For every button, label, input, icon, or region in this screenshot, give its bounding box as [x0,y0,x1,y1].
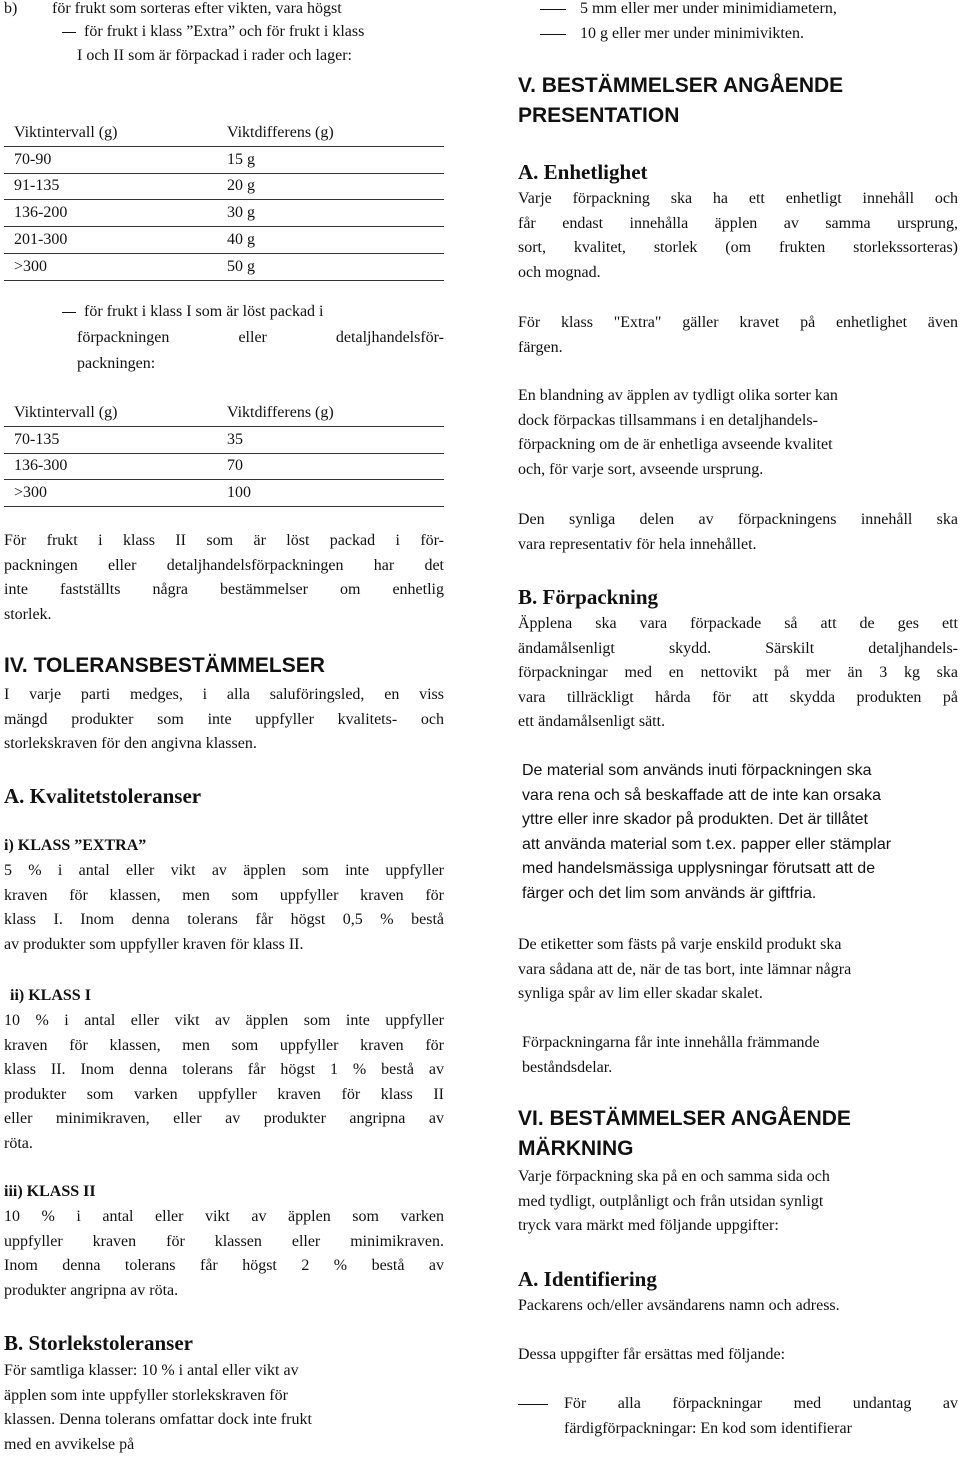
table-row [4,200,444,227]
para-line: att använda material som t.ex. papper eller stämplar [522,835,892,853]
table-row [4,227,444,254]
para-line: vara representativ för hela innehållet. [518,535,757,553]
table-cell: 70-90 [4,146,227,173]
table-row [4,426,444,453]
para-line: röta. [4,1134,33,1152]
para-line: av produkter som uppfyller kraven för klass II. [4,935,304,953]
table-cell: 30 g [227,200,444,227]
table-header-cell: Viktintervall (g) [4,120,227,146]
table-header-cell: Viktdifferens (g) [227,120,444,146]
bullet-line [518,1392,958,1417]
table-row [4,173,444,200]
dash-icon [62,312,76,313]
bullet-text: färdigförpackningar: En kod som identifierar [564,1419,852,1437]
sub2-line1 [62,300,324,325]
para-line: Förpackningarna får inte innehålla främmande [522,1034,820,1051]
para-line: sort, kvalitet, storlek (om frukten storlekssorteras) [518,239,958,256]
para-line: vara sådana att de, när de tas bort, inte lämnar några [518,960,852,978]
para-line: mängd produkter som inte uppfyller kvalitets- och [4,710,444,728]
para-line: yttre eller inre skador på produkten. Det är tillåtet [522,811,868,828]
para-line: kraven för klassen, men som uppfyller kraven för [4,886,444,904]
para-synliga [518,508,958,557]
para-line: klass II. Inom denna tolerans får högst 1 % bestå av [4,1061,444,1078]
table-header-row [4,120,444,146]
para-line: packningen eller detaljhandelsförpackningen har det [4,556,444,574]
para-line: med en avvikelse på [4,1435,135,1453]
dash-item-text: 5 mm eller mer under minimidiametern, [580,0,837,17]
sub2-word: förpackningen [77,329,170,346]
para-frammande [522,1031,820,1080]
para-line: synliga spår av lim eller skadar skalet. [518,985,763,1002]
para-klass-2 [4,1205,444,1303]
para-line: förpackningar med en nettovikt på mer än 3 kg ska [518,664,958,681]
para-line: Den synliga delen av förpackningens innehåll ska [518,511,958,528]
para-line: För klass "Extra" gäller kravet på enhetlighet även [518,314,958,331]
para-ident: Packarens och/eller avsändarens namn och adress. [518,1297,840,1314]
para-line: äpplen som inte uppfyller storlekskraven för [4,1386,288,1404]
dash-item [540,0,837,22]
table-cell: >300 [4,253,227,280]
para-line: klass I. Inom denna tolerans får högst 0,5 % bestå [4,911,444,928]
table-row [4,146,444,173]
heading-line: VI. BESTÄMMELSER ANGÅENDE [518,1107,851,1130]
table-cell: 136-200 [4,200,227,227]
sub1-line1 [62,20,364,45]
sub1-line1-text: för frukt i klass ”Extra” och för frukt i klass [84,23,365,40]
heading-a-kvalitet: A. Kvalitetstoleranser [4,784,202,808]
para-line: vara tillräckligt hårda för att skydda produkten på [518,688,958,706]
item-b-text: för frukt som sorteras efter vikten, vara högst [52,0,342,17]
table-header-cell: Viktdifferens (g) [227,400,444,426]
item-b [4,0,342,22]
para-line: De etiketter som fästs på varje enskild produkt ska [518,936,842,953]
heading-identifiering: A. Identifiering [518,1267,657,1291]
para-line: 10 % i antal eller vikt av äpplen som inte uppfyller [4,1012,444,1029]
table-header-row [4,400,444,426]
bullet-line [518,1417,958,1442]
para-line: Varje förpackning ska på en och samma sida och [518,1168,830,1185]
heading-klass-extra: i) KLASS ”EXTRA” [4,837,147,854]
heading-klass-1: ii) KLASS I [10,987,91,1004]
heading-iv: IV. TOLERANSBESTÄMMELSER [4,654,325,677]
para-iv [4,683,444,757]
sub1-line2: I och II som är förpackad i rader och lager: [77,47,352,64]
sub2-line2 [77,326,444,351]
heading-klass-2: iii) KLASS II [4,1183,96,1200]
sub2-word: eller [238,329,267,346]
table-cell: 50 g [227,253,444,280]
para-line: vara rena och så beskaffade att de inte kan orsaka [522,786,882,804]
para-material [522,759,891,906]
table-cell: 70-135 [4,426,227,453]
para-line: tryck vara märkt med följande uppgifter: [518,1217,779,1234]
heading-v [518,71,843,131]
table-cell: 70 [227,453,444,480]
para-storlek [4,1359,312,1457]
para-line: ändamålsenligt skydd. Särskilt detaljhandels- [518,639,958,657]
dash-icon [518,1404,548,1405]
para-forpack [518,612,958,735]
sub2-line1-text: för frukt i klass I som är löst packad i [84,303,324,320]
heading-b-forpackning: B. Förpackning [518,585,659,609]
heading-b-storlek: B. Storlekstoleranser [4,1331,193,1355]
para-line: För frukt i klass II som är löst packad i för- [4,532,444,549]
para-line: beståndsdelar. [522,1058,613,1076]
para-klass2 [4,529,444,627]
sub2-line3: packningen: [77,355,156,372]
heading-line: V. BESTÄMMELSER ANGÅENDE [518,74,844,97]
para-line: storlekskraven för den angivna klassen. [4,735,257,752]
table-cell: 20 g [227,173,444,200]
para-line: Varje förpackning ska ha ett enhetligt innehåll och [518,190,958,207]
table-weight-1 [4,120,444,281]
para-line: uppfyller kraven för klassen eller minimikraven. [4,1232,444,1250]
heading-line: PRESENTATION [518,104,680,127]
para-line: och mognad. [518,263,601,281]
para-line: med tydligt, outplånligt och från utsidan synligt [518,1192,824,1210]
para-line: Äpplena ska vara förpackade så att de ges ett [518,615,958,632]
para-line: förpackning om de är enhetliga avseende kvalitet [518,436,833,453]
dash-icon [540,9,566,10]
para-line: och, för varje sort, avseende ursprung. [518,460,764,478]
bullet-text: För alla förpackningar med undantag av [564,1395,958,1412]
para-line: 10 % i antal eller vikt av äpplen som varken [4,1208,444,1225]
table-cell: >300 [4,480,227,507]
table-cell: 35 [227,426,444,453]
table-header-cell: Viktintervall (g) [4,400,227,426]
dash-item-text: 10 g eller mer under minimivikten. [580,25,804,42]
para-line: De material som används inuti förpackningen ska [522,762,872,779]
para-etiketter [518,933,851,1007]
para-line: En blandning av äpplen av tydligt olika sorter kan [518,387,838,404]
table-row [4,480,444,507]
para-enhet [518,187,958,285]
para-line: eller minimikraven, eller av produkter angripna av [4,1110,444,1127]
para-klass-1 [4,1009,444,1156]
para-line: 5 % i antal eller vikt av äpplen som inte uppfyller [4,862,444,879]
para-line: med handelsmässiga upplysningar förutsatt att de [522,860,876,877]
bullet-item [518,1392,958,1441]
item-b-marker: b) [4,0,18,17]
table-row [4,253,444,280]
para-blandning [518,384,838,482]
sub2-word: detaljhandelsför- [335,329,444,346]
para-line: ett ändamålsenligt sätt. [518,713,666,730]
table-weight-2 [4,400,444,507]
heading-a-enhetlighet: A. Enhetlighet [518,160,648,184]
para-line: storlek. [4,605,52,623]
table-cell: 15 g [227,146,444,173]
table-cell: 40 g [227,227,444,254]
para-line: I varje parti medges, i alla saluföringsled, en viss [4,686,444,703]
para-ersatt: Dessa uppgifter får ersättas med följande: [518,1346,786,1363]
table-cell: 91-135 [4,173,227,200]
para-extra [518,311,958,360]
table-row [4,453,444,480]
heading-line: MÄRKNING [518,1137,634,1160]
para-line: produkter som varken uppfyller kraven för klass II [4,1085,444,1103]
para-line: produkter angripna av röta. [4,1281,179,1299]
para-line: För samtliga klasser: 10 % i antal eller vikt av [4,1362,299,1379]
dash-icon [62,32,76,33]
para-line: kraven för klassen, men som uppfyller kraven för [4,1036,444,1054]
para-line: dock förpackas tillsammans i en detaljhandels- [518,411,818,429]
para-markning [518,1165,830,1239]
dash-item [540,22,804,47]
para-klass-extra [4,859,444,957]
para-line: Inom denna tolerans får högst 2 % bestå av [4,1257,444,1274]
heading-vi [518,1104,851,1164]
para-line: klassen. Denna tolerans omfattar dock inte frukt [4,1411,312,1428]
para-line: färgen. [518,338,563,356]
table-cell: 201-300 [4,227,227,254]
table-cell: 136-300 [4,453,227,480]
table-cell: 100 [227,480,444,507]
dash-icon [540,34,566,35]
para-line: färger och det lim som används är giftfria. [522,884,817,902]
para-line: får endast innehålla äpplen av samma ursprung, [518,214,958,232]
para-line: inte fastställts några bestämmelser om enhetlig [4,581,444,598]
